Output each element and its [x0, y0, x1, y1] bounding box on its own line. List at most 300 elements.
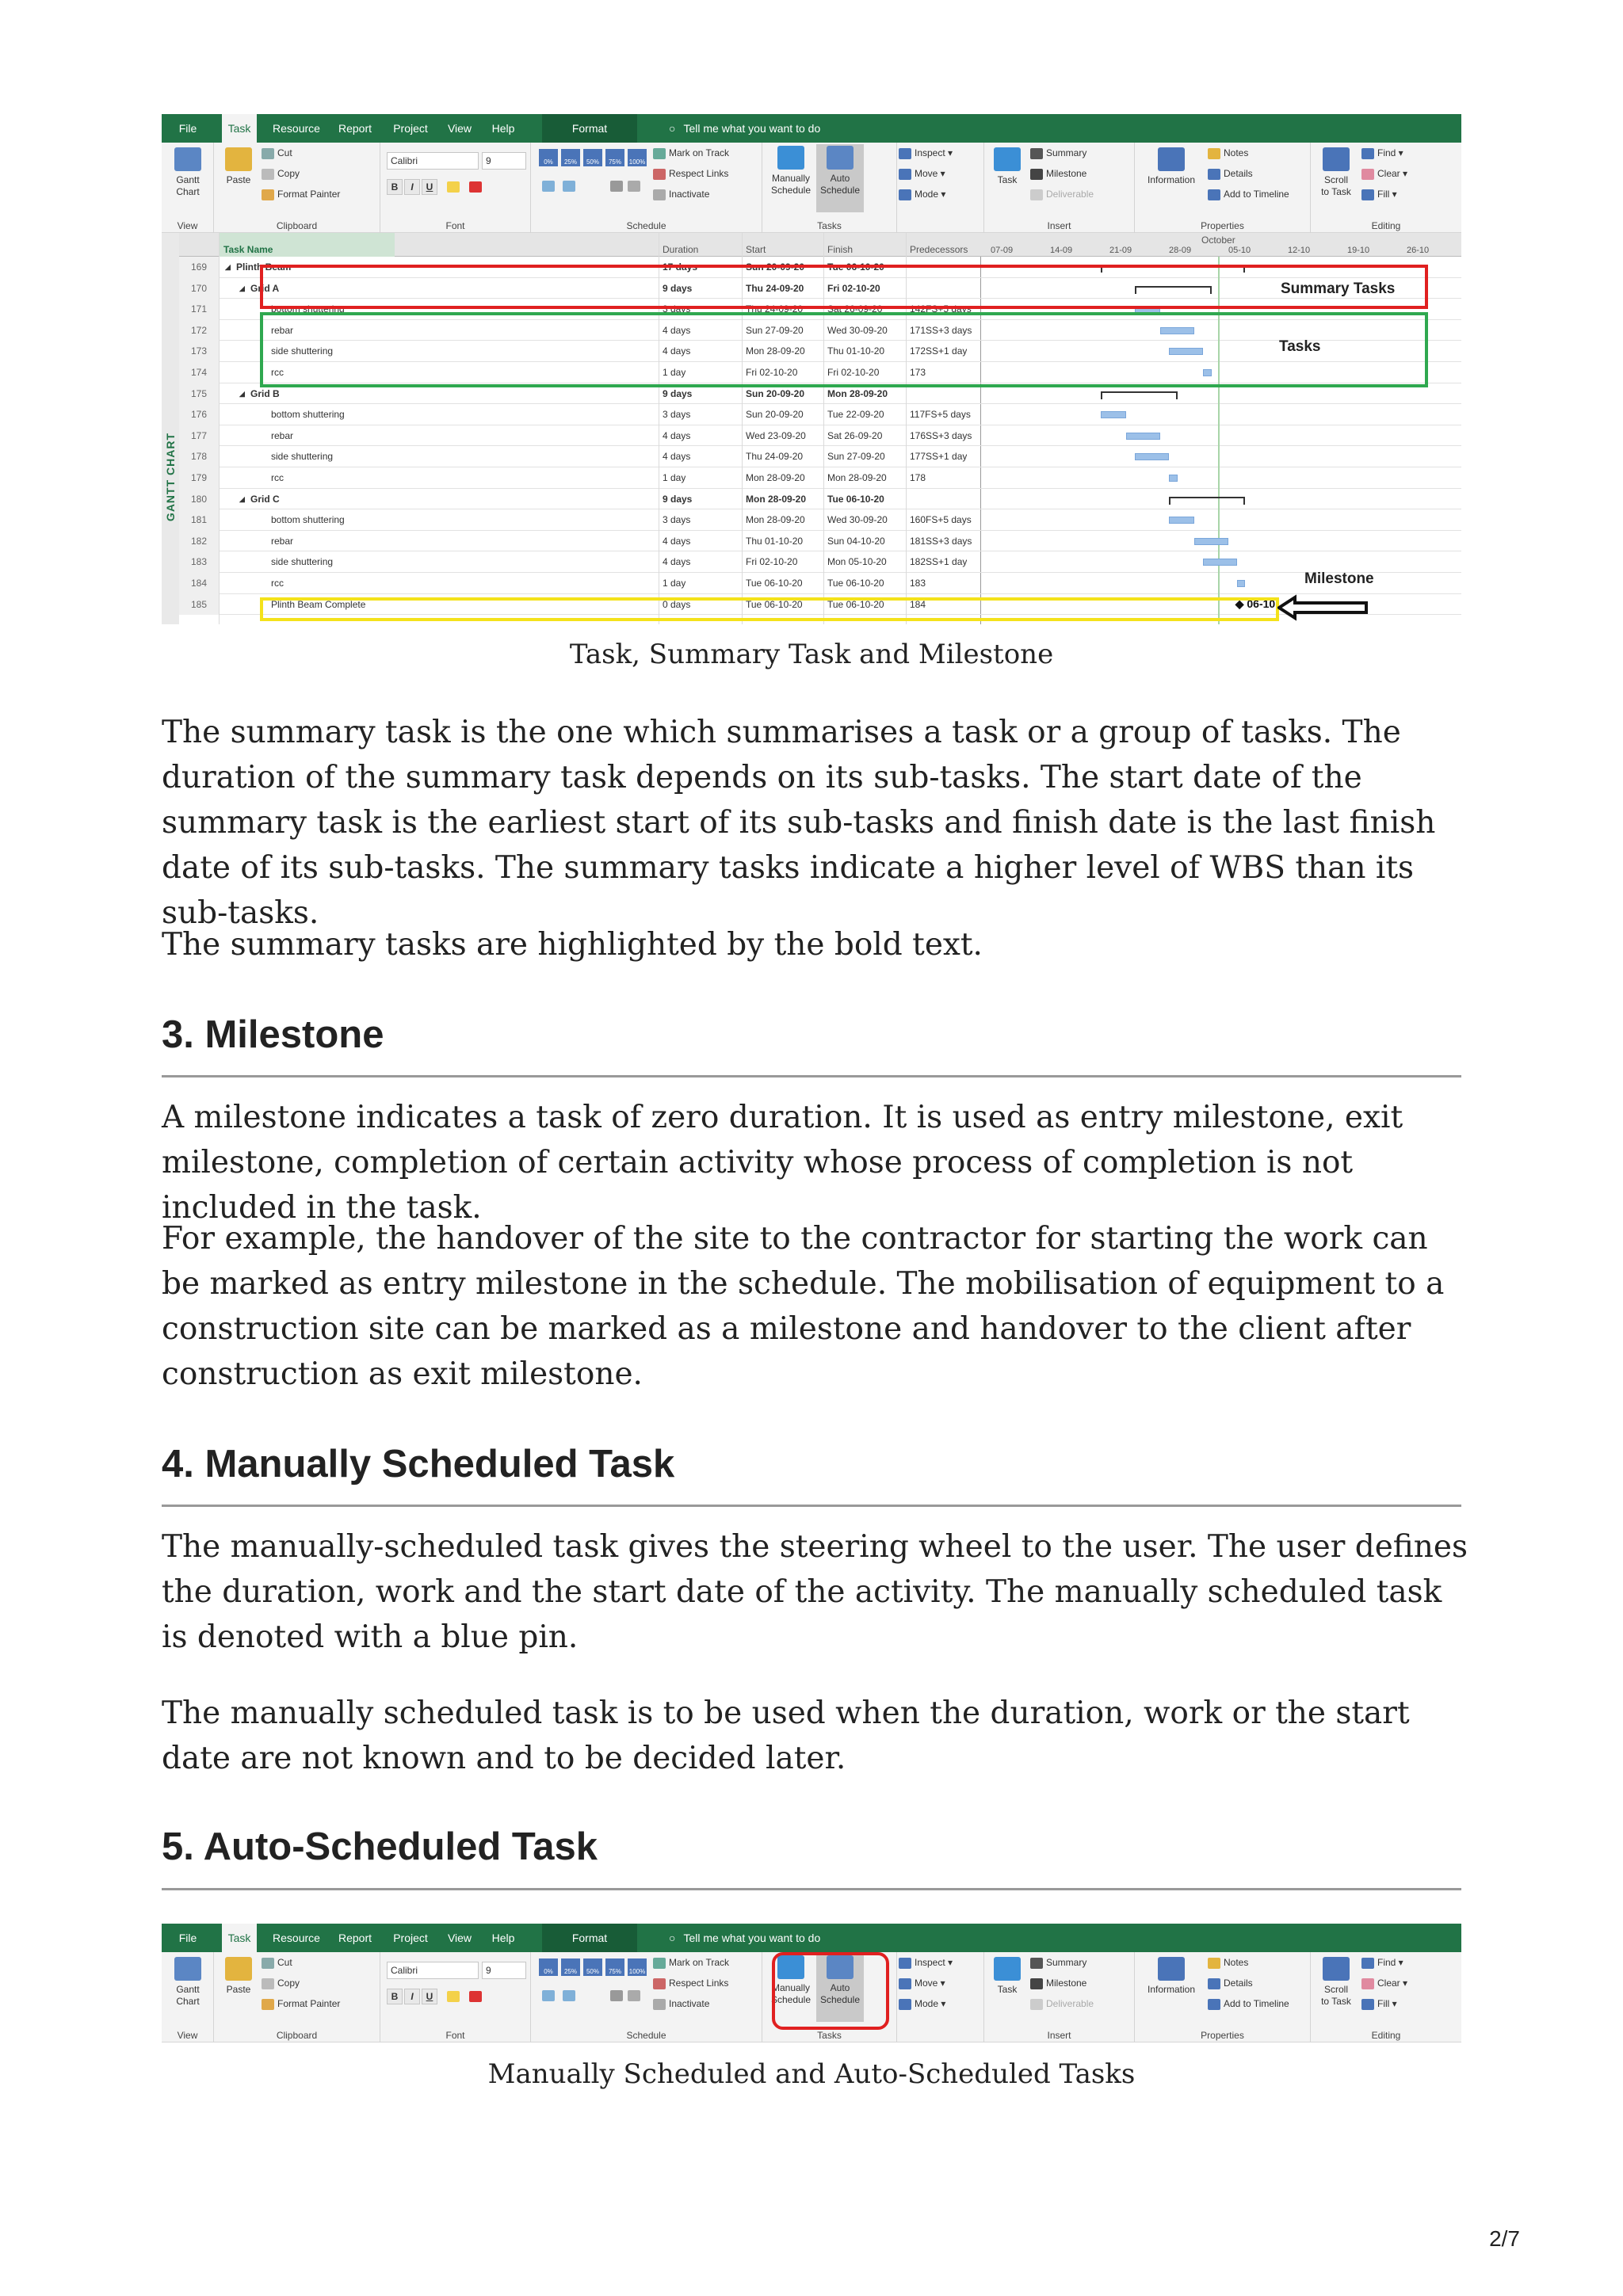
- row-id: 178: [179, 446, 219, 467]
- group-label: Tasks: [817, 220, 842, 231]
- summary-button[interactable]: Summary: [1030, 147, 1086, 159]
- task-name-cell: Plinth Beam Complete: [271, 598, 366, 610]
- milestone-diamond-icon: ◆: [1235, 597, 1244, 610]
- week-label: 12-10: [1288, 246, 1311, 255]
- add-to-timeline-button[interactable]: Add to Timeline: [1208, 189, 1289, 200]
- details-button[interactable]: Details: [1208, 1978, 1253, 1989]
- row-id: 180: [179, 489, 219, 510]
- indent-icon[interactable]: [542, 1990, 555, 2001]
- heading-rule: [162, 1888, 1461, 1890]
- gantt-header: [179, 233, 1461, 257]
- pct-50-button[interactable]: 50%: [583, 1958, 602, 1976]
- summary-button[interactable]: Summary: [1030, 1957, 1086, 1969]
- start-cell: Thu 24-09-20: [746, 282, 804, 294]
- brush-icon: [262, 1999, 274, 2010]
- group-label: Schedule: [626, 220, 666, 231]
- task-name-cell: Plinth Beam: [236, 261, 292, 273]
- unlink-icon[interactable]: [628, 1990, 640, 2001]
- finish-cell: Mon 28-09-20: [827, 471, 887, 483]
- tasks-annotation: Tasks: [1279, 338, 1321, 355]
- task-name-cell: bottom shuttering: [271, 514, 345, 526]
- insert-task-button[interactable]: Task: [987, 147, 1027, 186]
- finish-cell: Tue 22-09-20: [827, 409, 884, 421]
- milestone-annotation: Milestone: [1304, 570, 1374, 587]
- underline-button[interactable]: U: [422, 1989, 437, 2004]
- task-row[interactable]: [179, 446, 1461, 467]
- tab-view[interactable]: View: [447, 1932, 472, 1944]
- fill-button[interactable]: Fill ▾: [1361, 189, 1397, 200]
- deliverable-icon: [1030, 1999, 1043, 2010]
- paragraph-manual-usage: The manually scheduled task is to be used when the duration, work or the start date are not known and to be decided later.: [162, 1695, 1410, 1776]
- group-label: Font: [445, 220, 465, 231]
- group-label: Tasks: [817, 2030, 842, 2041]
- start-cell: Sun 20-09-20: [746, 387, 805, 399]
- row-id: 179: [179, 467, 219, 489]
- scissors-icon: [262, 1958, 274, 1969]
- summary-icon: [1030, 148, 1043, 159]
- inactivate-icon: [653, 1999, 666, 2010]
- pct-0-button[interactable]: 0%: [539, 1958, 558, 1976]
- duration-cell: 4 days: [663, 556, 691, 568]
- format-painter-button[interactable]: Format Painter: [262, 1998, 340, 2010]
- row-id: 184: [179, 573, 219, 594]
- summary-task-row[interactable]: [179, 489, 1461, 510]
- task-row[interactable]: [179, 404, 1461, 425]
- row-id: 185: [179, 594, 219, 616]
- start-cell: Mon 28-09-20: [746, 493, 807, 505]
- duration-cell: 1 day: [663, 577, 686, 589]
- mark-on-track-button[interactable]: Mark on Track: [653, 1957, 729, 1969]
- predecessors-cell: 181SS+3 days: [910, 535, 972, 547]
- task-row[interactable]: [179, 551, 1461, 573]
- font-name-select[interactable]: Calibri: [387, 152, 479, 170]
- information-icon: [1158, 1957, 1185, 1981]
- tab-view[interactable]: View: [447, 122, 472, 135]
- predecessors-cell: 183: [910, 577, 926, 589]
- col-duration[interactable]: Duration: [663, 244, 699, 255]
- finish-cell: Sun 27-09-20: [827, 451, 885, 463]
- bold-button[interactable]: B: [387, 1989, 403, 2004]
- inspect-button[interactable]: Inspect ▾: [899, 147, 953, 159]
- page-number: 2/7: [1489, 2226, 1520, 2251]
- task-name-cell: side shuttering: [271, 556, 334, 568]
- finish-cell: Mon 05-10-20: [827, 556, 887, 568]
- milestone-highlight: [260, 597, 1279, 621]
- milestone-arrow-icon: [1277, 594, 1369, 621]
- pct-75-button[interactable]: 75%: [605, 149, 624, 166]
- link-icon[interactable]: [610, 181, 623, 192]
- group-schedule: [531, 1952, 762, 2042]
- week-label: 26-10: [1407, 246, 1430, 255]
- task-bar[interactable]: [1101, 411, 1126, 418]
- summary-icon: [1030, 1958, 1043, 1969]
- milestone-icon: [1030, 1978, 1043, 1989]
- collapse-triangle-icon[interactable]: ◢: [225, 263, 231, 271]
- duration-cell: 4 days: [663, 535, 691, 547]
- format-painter-button[interactable]: Format Painter: [262, 189, 340, 200]
- gantt-chart-icon: [174, 147, 201, 171]
- find-button[interactable]: Find ▾: [1361, 147, 1403, 159]
- check-icon: [653, 148, 666, 159]
- tab-help[interactable]: Help: [491, 1932, 515, 1944]
- week-label: 19-10: [1347, 246, 1370, 255]
- group-insert: [984, 1952, 1135, 2042]
- group-editing: [1311, 1952, 1461, 2042]
- task-name-cell: Grid C: [250, 493, 280, 505]
- duration-cell: 3 days: [663, 409, 691, 421]
- task-name-cell: bottom shuttering: [271, 409, 345, 421]
- italic-button[interactable]: I: [404, 179, 420, 195]
- tab-resource[interactable]: Resource: [273, 1932, 320, 1944]
- mode-icon: [899, 189, 911, 200]
- outdent-icon[interactable]: [563, 181, 575, 192]
- finish-cell: Tue 06-10-20: [827, 261, 884, 273]
- finish-cell: Mon 28-09-20: [827, 387, 888, 399]
- tasks-highlight: [260, 312, 1428, 387]
- inactivate-icon: [653, 189, 666, 200]
- inactivate-button[interactable]: Inactivate: [653, 1998, 709, 2010]
- start-cell: Sun 20-09-20: [746, 409, 804, 421]
- inspect-button[interactable]: Inspect ▾: [899, 1957, 953, 1969]
- predecessors-cell: 173: [910, 366, 926, 378]
- mode-button[interactable]: Mode ▾: [899, 189, 945, 200]
- group-label: Clipboard: [276, 220, 318, 231]
- pct-100-button[interactable]: 100%: [628, 1958, 647, 1976]
- pct-50-button[interactable]: 50%: [583, 149, 602, 166]
- figure-caption-1: Task, Summary Task and Milestone: [569, 639, 1054, 670]
- group-task-commands: [897, 143, 984, 233]
- group-clipboard: [214, 1952, 380, 2042]
- clipboard-icon: [225, 1957, 252, 1981]
- font-color-icon[interactable]: [469, 1991, 482, 2002]
- tab-task[interactable]: Task: [222, 1924, 257, 1952]
- mark-on-track-button[interactable]: Mark on Track: [653, 147, 729, 159]
- details-icon: [1208, 1978, 1220, 1989]
- group-label: Insert: [1047, 220, 1071, 231]
- row-id: 171: [179, 299, 219, 320]
- finish-cell: Sun 04-10-20: [827, 535, 885, 547]
- duration-cell: 17 days: [663, 261, 698, 273]
- task-name-cell: side shuttering: [271, 451, 334, 463]
- details-button[interactable]: Details: [1208, 168, 1253, 180]
- col-finish[interactable]: Finish: [827, 244, 854, 255]
- task-bar[interactable]: [1135, 453, 1169, 460]
- collapse-triangle-icon[interactable]: ◢: [239, 284, 245, 292]
- task-row[interactable]: [179, 531, 1461, 552]
- summary-tasks-annotation: Summary Tasks: [1281, 280, 1396, 297]
- group-label: View: [177, 220, 198, 231]
- group-label: Schedule: [626, 2030, 666, 2041]
- task-bar[interactable]: [1169, 475, 1178, 482]
- move-icon: [899, 169, 911, 180]
- finish-cell: Tue 06-10-20: [827, 598, 884, 610]
- task-row[interactable]: [179, 467, 1461, 489]
- col-start[interactable]: Start: [746, 244, 766, 255]
- check-icon: [653, 1958, 666, 1969]
- pct-25-button[interactable]: 25%: [561, 149, 580, 166]
- finish-cell: Sat 26-09-20: [827, 303, 883, 315]
- row-id: 176: [179, 404, 219, 425]
- indent-icon[interactable]: [542, 181, 555, 192]
- notes-icon: [1208, 1958, 1220, 1969]
- paragraph-summary-task: The summary task is the one which summarises a task or a group of tasks. The duration of the summary task depends on its sub-tasks. The start date of the summary task is the earliest start of its sub-tasks and finish date is the last finish date of its sub-tasks. The summary tasks indicate a higher level of WBS than its sub-tasks.: [162, 715, 1436, 931]
- duration-cell: 9 days: [663, 387, 693, 399]
- highlight-icon[interactable]: [447, 181, 460, 193]
- add-to-timeline-button[interactable]: Add to Timeline: [1208, 1998, 1289, 2010]
- group-label: Properties: [1201, 2030, 1244, 2041]
- group-clipboard: [214, 143, 380, 233]
- manually-schedule-button[interactable]: Manually Schedule: [767, 146, 815, 196]
- font-name-select[interactable]: Calibri: [387, 1962, 479, 1979]
- font-size-select[interactable]: 9: [482, 152, 526, 170]
- brush-icon: [262, 189, 274, 200]
- heading-rule: [162, 1505, 1461, 1507]
- task-bar[interactable]: [1203, 559, 1237, 566]
- tell-me-search[interactable]: ○ Tell me what you want to do: [669, 114, 820, 143]
- deliverable-icon: [1030, 189, 1043, 200]
- fill-button[interactable]: Fill ▾: [1361, 1998, 1397, 2010]
- task-name-cell: rebar: [271, 429, 294, 441]
- copy-button[interactable]: Copy: [262, 1978, 300, 1989]
- heading-rule: [162, 1075, 1461, 1077]
- inactivate-button[interactable]: Inactivate: [653, 189, 709, 200]
- inspect-icon: [899, 1958, 911, 1969]
- duration-cell: 9 days: [663, 493, 693, 505]
- group-font: [380, 1952, 531, 2042]
- task-name-cell: rebar: [271, 324, 294, 336]
- italic-button[interactable]: I: [404, 1989, 420, 2004]
- week-label: 07-09: [991, 246, 1014, 255]
- notes-button[interactable]: Notes: [1208, 1957, 1248, 1969]
- task-row[interactable]: [179, 425, 1461, 447]
- respect-links-button[interactable]: Respect Links: [653, 1978, 728, 1989]
- task-bar[interactable]: [1237, 580, 1246, 587]
- information-button[interactable]: Information: [1138, 1957, 1205, 1996]
- tab-file[interactable]: File: [178, 122, 197, 135]
- predecessors-cell: 171SS+3 days: [910, 324, 972, 336]
- deliverable-button[interactable]: Deliverable: [1030, 1998, 1094, 2010]
- tab-project[interactable]: Project: [393, 122, 428, 135]
- predecessors-cell: 177SS+1 day: [910, 451, 968, 463]
- summary-bar[interactable]: [1169, 497, 1245, 505]
- move-icon: [899, 1978, 911, 1989]
- font-color-icon[interactable]: [469, 181, 482, 193]
- group-editing: [1311, 143, 1461, 233]
- duration-cell: 0 days: [663, 598, 691, 610]
- tab-file[interactable]: File: [178, 1932, 197, 1944]
- manually-schedule-button[interactable]: Manually Schedule: [767, 1955, 815, 2006]
- task-row[interactable]: [179, 509, 1461, 531]
- search-icon: [1361, 148, 1374, 159]
- insert-task-button[interactable]: Task: [987, 1957, 1027, 1996]
- finish-cell: Fri 02-10-20: [827, 282, 880, 294]
- milestone-button[interactable]: Milestone: [1030, 1978, 1086, 1989]
- ribbon-body: [162, 143, 1461, 233]
- font-size-select[interactable]: 9: [482, 1962, 526, 1979]
- scroll-to-task-button[interactable]: Scroll to Task: [1314, 1957, 1358, 2008]
- cut-button[interactable]: Cut: [262, 1957, 292, 1969]
- heading-milestone: 3. Milestone: [162, 1013, 384, 1056]
- summary-bar[interactable]: [1101, 391, 1177, 399]
- predecessors-cell: 184: [910, 598, 926, 610]
- group-properties: [1135, 143, 1311, 233]
- tab-project[interactable]: Project: [393, 1932, 428, 1944]
- clear-button[interactable]: Clear ▾: [1361, 1978, 1407, 1989]
- notes-icon: [1208, 148, 1220, 159]
- task-name-cell: Grid A: [250, 282, 280, 294]
- group-properties: [1135, 1952, 1311, 2042]
- milestone-marker[interactable]: ◆ 06-10: [1235, 597, 1276, 610]
- group-label: View: [177, 2030, 198, 2041]
- start-cell: Thu 24-09-20: [746, 303, 804, 315]
- group-tasks: [762, 143, 897, 233]
- underline-button[interactable]: U: [422, 179, 437, 195]
- timescale-month: October: [1201, 235, 1235, 246]
- scroll-to-task-icon: [1323, 1957, 1350, 1981]
- start-cell: Sun 20-09-20: [746, 261, 805, 273]
- task-bar[interactable]: [1169, 517, 1194, 524]
- predecessors-cell: 176SS+3 days: [910, 429, 972, 441]
- clear-button[interactable]: Clear ▾: [1361, 168, 1407, 180]
- group-label: Clipboard: [276, 2030, 318, 2041]
- outdent-icon[interactable]: [563, 1990, 575, 2001]
- week-label: 14-09: [1050, 246, 1073, 255]
- details-icon: [1208, 169, 1220, 180]
- figure-caption-2: Manually Scheduled and Auto-Scheduled Tasks: [487, 2058, 1136, 2090]
- unlink-icon[interactable]: [628, 181, 640, 192]
- duration-cell: 1 day: [663, 471, 686, 483]
- col-predecessors[interactable]: Predecessors: [910, 244, 968, 255]
- group-label: Properties: [1201, 220, 1244, 231]
- mode-button[interactable]: Mode ▾: [899, 1998, 945, 2010]
- scissors-icon: [262, 148, 274, 159]
- eraser-icon: [1361, 1978, 1374, 1989]
- finish-cell: Tue 06-10-20: [827, 493, 884, 505]
- start-cell: Thu 01-10-20: [746, 535, 804, 547]
- row-id: 173: [179, 341, 219, 362]
- task-icon: [994, 147, 1021, 171]
- summary-tasks-highlight: [260, 265, 1428, 309]
- duration-cell: 4 days: [663, 324, 691, 336]
- heading-auto-scheduled: 5. Auto-Scheduled Task: [162, 1825, 598, 1868]
- predecessors-cell: 182SS+1 day: [910, 556, 968, 568]
- gantt-rows: [179, 257, 1461, 615]
- notes-button[interactable]: Notes: [1208, 147, 1248, 159]
- pct-100-button[interactable]: 100%: [628, 149, 647, 166]
- gantt-chart-icon: [174, 1957, 201, 1981]
- copy-button[interactable]: Copy: [262, 168, 300, 180]
- start-cell: Thu 24-09-20: [746, 451, 804, 463]
- column-divider: [219, 233, 220, 624]
- move-button[interactable]: Move ▾: [899, 1978, 945, 1989]
- predecessors-cell: 160FS+5 days: [910, 514, 972, 526]
- group-insert: [984, 143, 1135, 233]
- tab-help[interactable]: Help: [491, 122, 515, 135]
- finish-cell: Wed 30-09-20: [827, 514, 888, 526]
- link-icon[interactable]: [610, 1990, 623, 2001]
- task-bar[interactable]: [1194, 538, 1228, 545]
- scroll-to-task-button[interactable]: Scroll to Task: [1314, 147, 1358, 198]
- bold-button[interactable]: B: [387, 179, 403, 195]
- duration-cell: 3 days: [663, 303, 691, 315]
- gantt-view-sidebar: [162, 233, 179, 624]
- collapse-triangle-icon[interactable]: ◢: [239, 389, 245, 398]
- tab-format[interactable]: Format: [542, 114, 637, 143]
- milestone-icon: [1030, 169, 1043, 180]
- predecessors-cell: 142FS+5 days: [910, 303, 972, 315]
- links-icon: [653, 1978, 666, 1989]
- move-button[interactable]: Move ▾: [899, 168, 945, 180]
- cut-button[interactable]: Cut: [262, 147, 292, 159]
- gantt-chart-button[interactable]: Gantt Chart: [166, 1957, 209, 2008]
- start-cell: Tue 06-10-20: [746, 577, 803, 589]
- milestone-button[interactable]: Milestone: [1030, 168, 1086, 180]
- duration-cell: 3 days: [663, 514, 691, 526]
- duration-cell: 9 days: [663, 282, 693, 294]
- paste-button[interactable]: Paste: [219, 147, 258, 186]
- start-cell: Fri 02-10-20: [746, 366, 798, 378]
- predecessors-cell: 117FS+5 days: [910, 409, 971, 421]
- timeline-icon: [1208, 189, 1220, 200]
- inspect-icon: [899, 148, 911, 159]
- auto-schedule-button[interactable]: Auto Schedule: [816, 144, 864, 212]
- respect-links-button[interactable]: Respect Links: [653, 168, 728, 180]
- copy-icon: [262, 169, 274, 180]
- tab-task[interactable]: Task: [222, 114, 257, 143]
- task-name-cell: rcc: [271, 471, 284, 483]
- finish-cell: Tue 06-10-20: [827, 577, 884, 589]
- tab-report[interactable]: Report: [338, 122, 372, 135]
- auto-schedule-icon: [827, 146, 854, 170]
- tab-format[interactable]: Format: [542, 1924, 637, 1952]
- information-icon: [1158, 147, 1185, 171]
- group-label: Font: [445, 2030, 465, 2041]
- task-row[interactable]: [179, 573, 1461, 594]
- start-cell: Wed 23-09-20: [746, 429, 806, 441]
- paragraph-manual-def: The manually-scheduled task gives the steering wheel to the user. The user defines the duration, work and the start date of the activity. The manually scheduled task is denoted with a blue pin.: [162, 1529, 1468, 1655]
- paste-button[interactable]: Paste: [219, 1957, 258, 1996]
- task-bar[interactable]: [1126, 433, 1160, 440]
- collapse-triangle-icon[interactable]: ◢: [239, 494, 245, 503]
- tab-resource[interactable]: Resource: [273, 122, 320, 135]
- schedule-mode-highlight: [772, 1952, 889, 2030]
- pct-0-button[interactable]: 0%: [539, 149, 558, 166]
- links-icon: [653, 169, 666, 180]
- search-icon: [1361, 1958, 1374, 1969]
- find-button[interactable]: Find ▾: [1361, 1957, 1403, 1969]
- col-task-name[interactable]: Task Name: [219, 233, 395, 257]
- deliverable-button[interactable]: Deliverable: [1030, 189, 1094, 200]
- tell-me-search[interactable]: ○ Tell me what you want to do: [669, 1924, 820, 1952]
- task-name-cell: rebar: [271, 535, 294, 547]
- row-id: 175: [179, 383, 219, 405]
- information-button[interactable]: Information: [1138, 147, 1205, 186]
- pct-25-button[interactable]: 25%: [561, 1958, 580, 1976]
- row-id: 183: [179, 551, 219, 573]
- row-id: 174: [179, 362, 219, 383]
- task-name-cell: bottom shuttering: [271, 303, 345, 315]
- highlight-icon[interactable]: [447, 1991, 460, 2002]
- finish-cell: Sat 26-09-20: [827, 429, 883, 441]
- task-icon: [994, 1957, 1021, 1981]
- pin-icon: [777, 146, 804, 170]
- task-name-cell: rcc: [271, 577, 284, 589]
- tab-report[interactable]: Report: [338, 1932, 372, 1944]
- paragraph-milestone-def: A milestone indicates a task of zero duration. It is used as entry milestone, exit milestone, completion of certain activity whose process of completion is not included in the task.: [162, 1100, 1403, 1226]
- auto-schedule-button[interactable]: Auto Schedule: [816, 1954, 864, 2022]
- gantt-chart-button[interactable]: Gantt Chart: [166, 147, 209, 198]
- pct-75-button[interactable]: 75%: [605, 1958, 624, 1976]
